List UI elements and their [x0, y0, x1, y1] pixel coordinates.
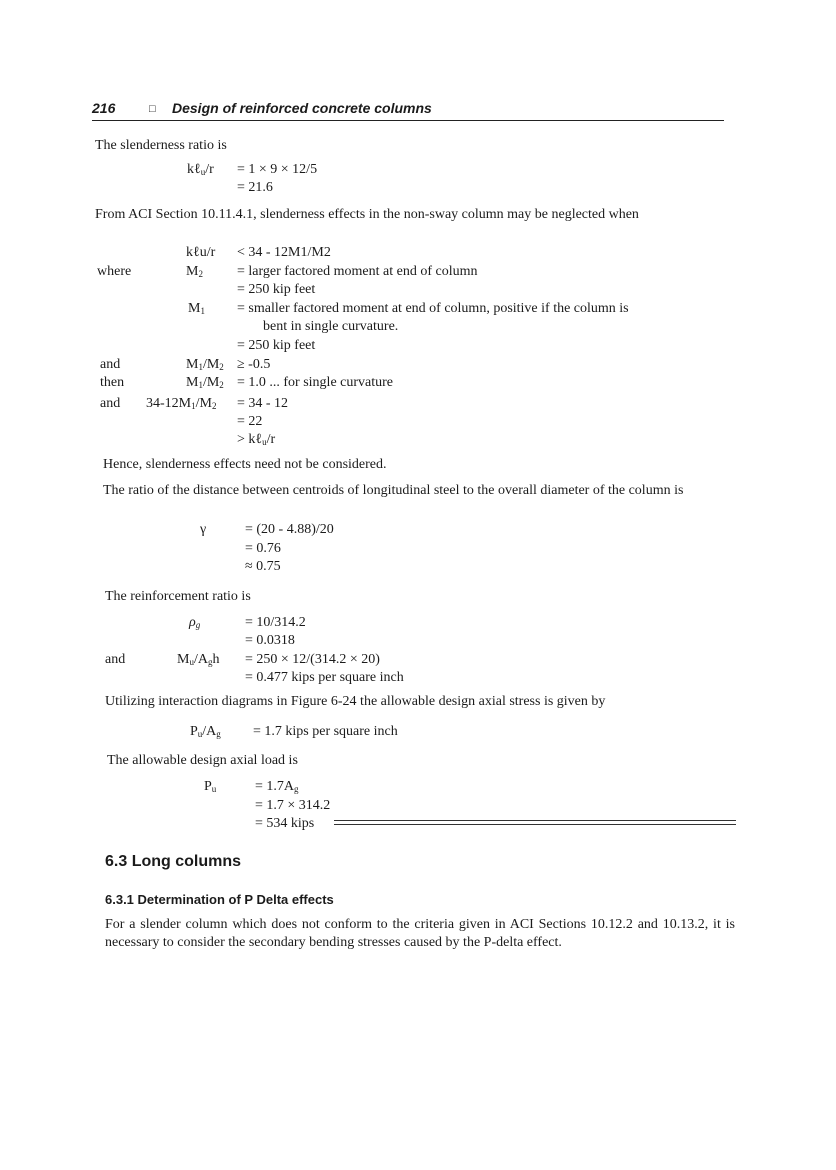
m2-value: = 250 kip feet: [237, 282, 316, 297]
paragraph-reinforcement: The reinforcement ratio is: [105, 589, 251, 604]
page-number: 216: [92, 100, 116, 116]
mu-line1: = 250 × 12/(314.2 × 20): [245, 652, 380, 667]
label-then: then: [100, 375, 125, 390]
sym-ratio-2: $M_1/M_2$: [186, 375, 224, 390]
sym-pu: $P_u$: [204, 779, 217, 794]
crit-lhs: kℓu/r: [186, 245, 216, 260]
sym-rho: $\rho_g$: [189, 615, 201, 630]
ratio-ge: ≥ -0.5: [237, 357, 271, 372]
subsection-heading: 6.3.1 Determination of P Delta effects: [105, 892, 334, 907]
m1-definition: = smaller factored moment at end of column, positive if the column is: [237, 301, 629, 316]
gamma-line3: ≈ 0.75: [245, 559, 281, 574]
m2-definition: = larger factored moment at end of column: [237, 264, 478, 279]
eq-klr-line2: = 21.6: [237, 180, 273, 195]
sym-pu-ag: $P_u/A_g$: [190, 724, 221, 739]
sym-gamma: γ: [200, 522, 207, 537]
eq-klr-line1: = 1 × 9 × 12/5: [237, 162, 318, 177]
label-and-3: and: [105, 652, 126, 667]
paragraph-axial-load: The allowable design axial load is: [107, 753, 298, 768]
sym-m1: $M_1$: [188, 301, 205, 316]
paragraph-slenderness: The slenderness ratio is: [95, 138, 227, 153]
sym-ratio-1: $M_1/M_2$: [186, 357, 224, 372]
paragraph-aci-section: From ACI Section 10.11.4.1, slenderness effects in the non-sway column may be neglected when: [95, 207, 639, 222]
load-line1: = $1.7A_g$: [255, 779, 299, 794]
expr-line1: = 34 - 12: [237, 396, 289, 411]
paragraph-slender-column: For a slender column which does not conform to the criteria given in ACI Sections 10.12.2 and 10.13.2, it is necessary to consider the secondary bending stresses caused by the P-delta effect.: [105, 917, 735, 950]
eq-klr-lhs: kℓ$_u$/r: [187, 162, 214, 177]
gamma-line2: = 0.76: [245, 541, 281, 556]
label-and-2: and: [100, 396, 121, 411]
section-heading: 6.3 Long columns: [105, 853, 242, 870]
paragraph-interaction: Utilizing interaction diagrams in Figure 6-24 the allowable design axial stress is given by: [105, 694, 606, 709]
load-line3: = 534 kips: [255, 816, 315, 831]
label-where: where: [97, 264, 132, 279]
crit-rhs: < 34 - 12M1/M2: [237, 245, 331, 260]
expr-line2: = 22: [237, 414, 263, 429]
m1-definition-cont: bent in single curvature.: [263, 319, 399, 334]
rho-line2: = 0.0318: [245, 633, 295, 648]
box-icon: □: [149, 103, 156, 115]
load-line2: = 1.7 × 314.2: [255, 798, 331, 813]
mu-line2: = 0.477 kips per square inch: [245, 670, 404, 685]
sym-m2: $M_2$: [186, 264, 203, 279]
rho-line1: = 10/314.2: [245, 615, 306, 630]
expr-line3: > kℓ$_u$/r: [237, 432, 276, 447]
chapter-title: Design of reinforced concrete columns: [172, 100, 432, 116]
ratio-eq: = 1.0 ... for single curvature: [237, 375, 394, 390]
sym-expr: $34-12M_1/M_2$: [146, 396, 217, 411]
sym-mu: $M_u/A_gh$: [177, 652, 220, 667]
result-double-rule: [334, 820, 736, 825]
m1-value: = 250 kip feet: [237, 338, 316, 353]
label-and-1: and: [100, 357, 121, 372]
paragraph-ratio: The ratio of the distance between centroids of longitudinal steel to the overall diameter of the column is: [103, 483, 684, 498]
running-header: [92, 100, 724, 121]
paragraph-hence: Hence, slenderness effects need not be considered.: [103, 457, 387, 472]
gamma-line1: = (20 - 4.88)/20: [245, 522, 334, 537]
stress-value: = 1.7 kips per square inch: [253, 724, 398, 739]
